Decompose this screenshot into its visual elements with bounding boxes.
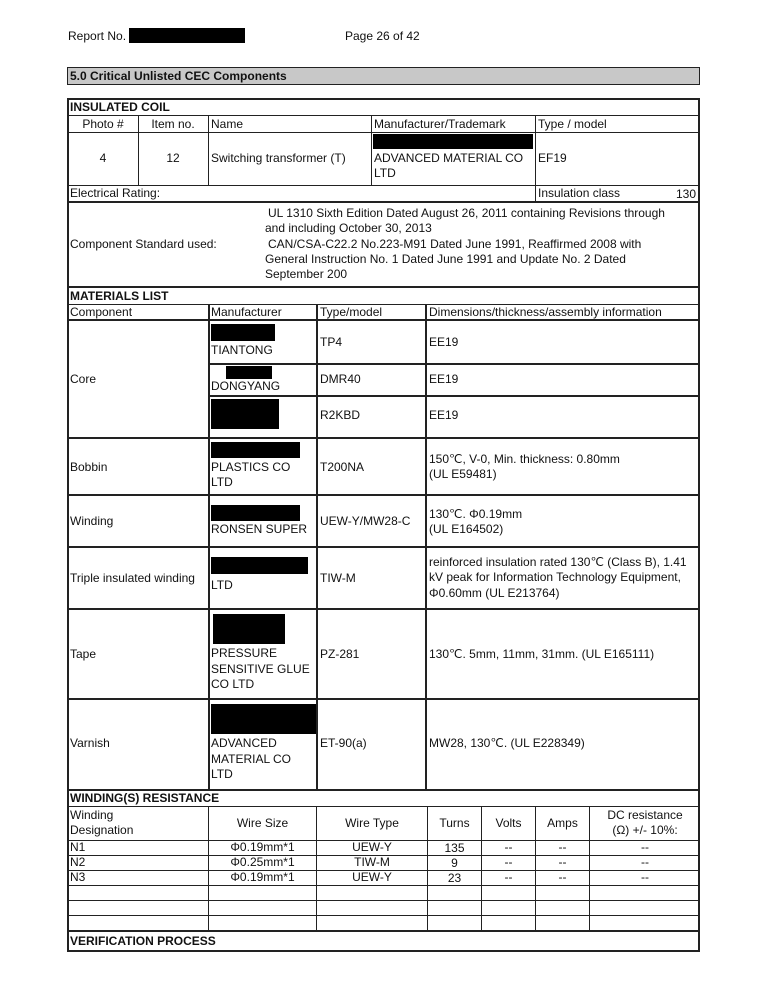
bobbin-dims-1: 150℃, V-0, Min. thickness: 0.80mm [429, 452, 620, 466]
insulated-coil-heading: INSULATED COIL [70, 100, 170, 114]
wire-size: Φ0.25mm*1 [230, 855, 295, 869]
standard-line-4: General Instruction No. 1 Dated June 1991 and Update No. 2 Dated [265, 252, 626, 266]
redacted-core-mfr-1 [211, 324, 275, 341]
winding-designation: N1 [70, 840, 86, 854]
section-title: 5.0 Critical Unlisted CEC Components [70, 69, 287, 83]
varnish-mfr-1: ADVANCED [211, 736, 277, 750]
bobbin-mfr-2: LTD [211, 475, 233, 489]
col-volts-header: Volts [495, 816, 522, 830]
manufacturer-line2: LTD [374, 166, 396, 180]
triple-type: TIW-M [320, 571, 356, 585]
col-mfr-header: Manufacturer [211, 305, 282, 319]
tape-dims: 130℃. 5mm, 11mm, 31mm. (UL E165111) [429, 647, 655, 661]
redacted-winding-mfr [211, 505, 300, 521]
col-dims-header: Dimensions/thickness/assembly information [429, 305, 662, 319]
col-dc-header-2: (Ω) +/- 10%: [612, 823, 678, 837]
winding-dims-2: (UL E164502) [429, 522, 504, 536]
amps: -- [558, 870, 567, 884]
col-type-header: Type / model [538, 117, 607, 131]
bobbin-type: T200NA [320, 460, 365, 474]
col-winding-header-2: Designation [70, 823, 134, 837]
turns: 9 [451, 856, 458, 870]
wire-type: UEW-Y [352, 870, 392, 884]
component-standard-label: Component Standard used: [70, 237, 217, 251]
core-dims-3: EE19 [429, 408, 459, 422]
varnish-mfr-3: LTD [211, 767, 233, 781]
triple-dims-1: reinforced insulation rated 130℃ (Class B), 1.41 [429, 555, 687, 569]
core-type-3: R2KBD [320, 408, 361, 422]
winding-designation: N2 [70, 855, 86, 869]
materials-list-heading: MATERIALS LIST [70, 289, 169, 303]
col-photo-header: Photo # [82, 117, 124, 131]
col-wire-size-header: Wire Size [236, 816, 289, 830]
standard-line-1: UL 1310 Sixth Edition Dated August 26, 2011 containing Revisions through [268, 206, 665, 220]
insulation-class-label: Insulation class [538, 186, 621, 200]
tape-label: Tape [70, 647, 97, 661]
tape-mfr-3: CO LTD [211, 677, 255, 691]
insulation-class-value: 130 [676, 187, 697, 201]
bobbin-dims-2: (UL E59481) [429, 467, 497, 481]
winding-mfr: RONSEN SUPER [211, 522, 308, 536]
wire-size: Φ0.19mm*1 [230, 840, 295, 854]
component-name: Switching transformer (T) [211, 151, 346, 165]
redacted-triple-mfr [211, 557, 308, 574]
redacted-tape-mfr [213, 614, 285, 644]
tape-mfr-2: SENSITIVE GLUE [211, 662, 310, 676]
dc-resistance: -- [641, 855, 649, 869]
tape-mfr-1: PRESSURE [211, 646, 278, 660]
volts: -- [504, 840, 513, 854]
standard-line-5: September 200 [265, 267, 348, 281]
volts: -- [504, 870, 513, 884]
varnish-dims: MW28, 130℃. (UL E228349) [429, 736, 585, 750]
standard-line-2: and including October 30, 2013 [265, 221, 432, 235]
col-typemodel-header: Type/model [320, 305, 383, 319]
wire-size: Φ0.19mm*1 [230, 870, 295, 884]
bobbin-mfr-1: PLASTICS CO [211, 460, 291, 474]
amps: -- [558, 855, 567, 869]
item-number: 12 [166, 151, 180, 165]
col-turns-header: Turns [439, 816, 470, 830]
volts: -- [504, 855, 513, 869]
standard-line-3: CAN/CSA-C22.2 No.223-M91 Dated June 1991, Reaffirmed 2008 with [268, 237, 642, 251]
winding-label: Winding [70, 514, 114, 528]
core-type-1: TP4 [320, 335, 343, 349]
col-name-header: Name [211, 117, 244, 131]
col-winding-header-1: Winding [70, 808, 114, 822]
manufacturer-line1: ADVANCED MATERIAL CO [374, 151, 524, 165]
col-dc-header-1: DC resistance [607, 808, 683, 822]
triple-dims-3: Φ0.60mm (UL E213764) [429, 586, 560, 600]
wire-type: TIW-M [354, 855, 390, 869]
wire-type: UEW-Y [352, 840, 392, 854]
triple-mfr: LTD [211, 578, 233, 592]
redacted-core-mfr-2 [226, 366, 272, 379]
photo-number: 4 [99, 151, 107, 165]
core-dims-1: EE19 [429, 335, 459, 349]
report-no-label: Report No. [68, 29, 127, 43]
verification-process-heading: VERIFICATION PROCESS [70, 934, 216, 948]
winding-type: UEW-Y/MW28-C [320, 514, 411, 528]
triple-winding-label: Triple insulated winding [70, 571, 195, 585]
winding-designation: N3 [70, 870, 86, 884]
redacted-core-mfr-3 [211, 399, 279, 429]
page-number: Page 26 of 42 [345, 29, 420, 43]
varnish-type: ET-90(a) [320, 736, 367, 750]
varnish-mfr-2: MATERIAL CO [211, 752, 292, 766]
col-wire-type-header: Wire Type [345, 816, 399, 830]
amps: -- [558, 840, 567, 854]
redacted-report-number [129, 28, 245, 43]
col-item-header: Item no. [151, 117, 195, 131]
bobbin-label: Bobbin [70, 460, 108, 474]
core-dims-2: EE19 [429, 372, 459, 386]
core-label: Core [70, 372, 97, 386]
col-manufacturer-header: Manufacturer/Trademark [374, 117, 506, 131]
redacted-bobbin-mfr [211, 442, 300, 458]
winding-dims-1: 130℃. Φ0.19mm [429, 507, 523, 521]
turns: 23 [447, 871, 462, 885]
turns: 135 [444, 841, 465, 855]
core-type-2: DMR40 [320, 372, 361, 386]
electrical-rating-label: Electrical Rating: [70, 186, 161, 200]
col-amps-header: Amps [547, 816, 578, 830]
tape-type: PZ-281 [320, 647, 360, 661]
dc-resistance: -- [641, 840, 649, 854]
redacted-varnish-mfr [211, 704, 316, 734]
redacted-manufacturer [373, 134, 533, 149]
core-mfr-1: TIANTONG [211, 343, 273, 357]
type-model: EF19 [538, 151, 567, 165]
dc-resistance: -- [641, 870, 649, 884]
core-mfr-2: DONGYANG [211, 379, 281, 393]
triple-dims-2: kV peak for Information Technology Equipment, [429, 570, 681, 584]
winding-resistance-heading: WINDING(S) RESISTANCE [70, 791, 220, 805]
varnish-label: Varnish [70, 736, 110, 750]
col-component-header: Component [70, 305, 133, 319]
